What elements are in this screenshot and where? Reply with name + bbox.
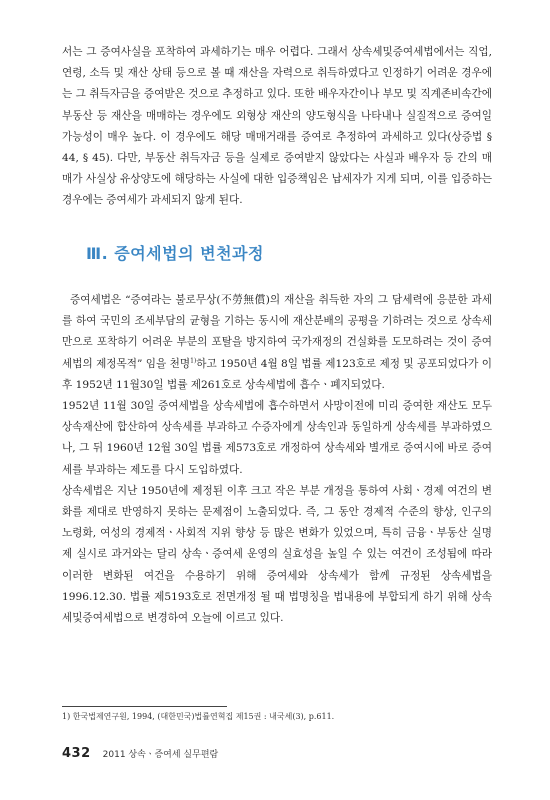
body-paragraph-2: 1952년 11월 30일 증여세법을 상속세법에 흡수하면서 사망이전에 미리 증여한 재산도 모두 상속재산에 합산하여 상속세를 부과하고 수증자에게 상속인과 동일하게 상속세를 부과하였으나, 그 뒤 1960년 12월 30일 법률 제573호로 개정하여 상속세와 별개로 증여시에 바로 증여세를 부과하는 제도를 다시 도입하였다. bbox=[62, 400, 492, 476]
footnote-ref[interactable]: 1) bbox=[190, 357, 197, 365]
footnote: 1) 한국법제연구원, 1994, (대한민국)법률연혁집 제15권 : 내국세(3), p.611. bbox=[62, 712, 335, 721]
page-number: 432 bbox=[62, 746, 91, 761]
page-footer bbox=[62, 746, 218, 762]
body-paragraph-3: 상속세법은 지난 1950년에 제정된 이후 크고 작은 부분 개정을 통하여 사회ㆍ경제 여건의 변화를 제대로 반영하지 못하는 문제점이 노출되었다. 즉, 그 동안 경제적 수준의 향상, 인구의 노령화, 여성의 경제적ㆍ사회적 지위 향상 등 많은 변화가 있었으며, 특히 금융ㆍ부동산 실명제 실시로 과거와는 달리 상속ㆍ증여세 운영의 실효성을 높일 수 있는 여건이 조성됨에 따라 이러한 변화된 여건을 수용하기 위해 증여세와 상속세가 함께 규정된 상속세법을 1996.12.30. 법률 제5193호로 전면개정 될 때 법명칭을 법내용에 부합되게 하기 위해 상속세및증여세법으로 변경하여 오늘에 이르고 있다. bbox=[62, 484, 492, 625]
section-body bbox=[62, 290, 492, 629]
section-title: Ⅲ. 증여세법의 변천과정 bbox=[86, 244, 264, 263]
footnote-divider bbox=[62, 706, 227, 707]
body-paragraph-1: 증여세법은 “증여라는 불로무상(不勞無償)의 재산을 취득한 자의 그 담세력에 응분한 과세를 하여 국민의 조세부담의 균형을 기하는 동시에 재산분배의 공평을 기하려는 것으로 상속세만으로 포착하기 어려운 부분의 포탈을 방지하여 국가재정의 건실화를 도모하려는 것이 증여세법의 제정목적” 임을 천명$^{1)}$하고 1950년 4월 8일 법률 제123호로 제정 및 공포되었다가 이후 1952년 11월30일 법률 제261호로 상속세법에 흡수ㆍ폐지되었다. bbox=[62, 294, 493, 391]
intro-paragraph: 서는 그 증여사실을 포착하여 과세하기는 매우 어렵다. 그래서 상속세및증여세법에서는 직업, 연령, 소득 및 재산 상태 등으로 볼 때 재산을 자력으로 취득하였다고 인정하기 어려운 경우에는 그 취득자금을 증여받은 것으로 추정하고 있다. 또한 배우자간이나 부모 및 직계존비속간에 부동산 등 재산을 매매하는 경우에도 외형상 재산의 양도형식을 나타내나 실질적으로 증여일 가능성이 매우 높다. 이 경우에도 해당 매매거래를 증여로 추정하여 과세하고 있다(상증법 § 44, § 45). 다만, 부동산 취득자금 등을 실제로 증여받지 않았다는 사실과 배우자 등 간의 매매가 사실상 유상양도에 해당하는 사실에 대한 입증책임은 납세자가 지게 되며, 이를 입증하는 경우에는 증여세가 과세되지 않게 된다. bbox=[62, 46, 492, 207]
book-title: 2011 상속ㆍ증여세 실무편람 bbox=[102, 750, 219, 760]
